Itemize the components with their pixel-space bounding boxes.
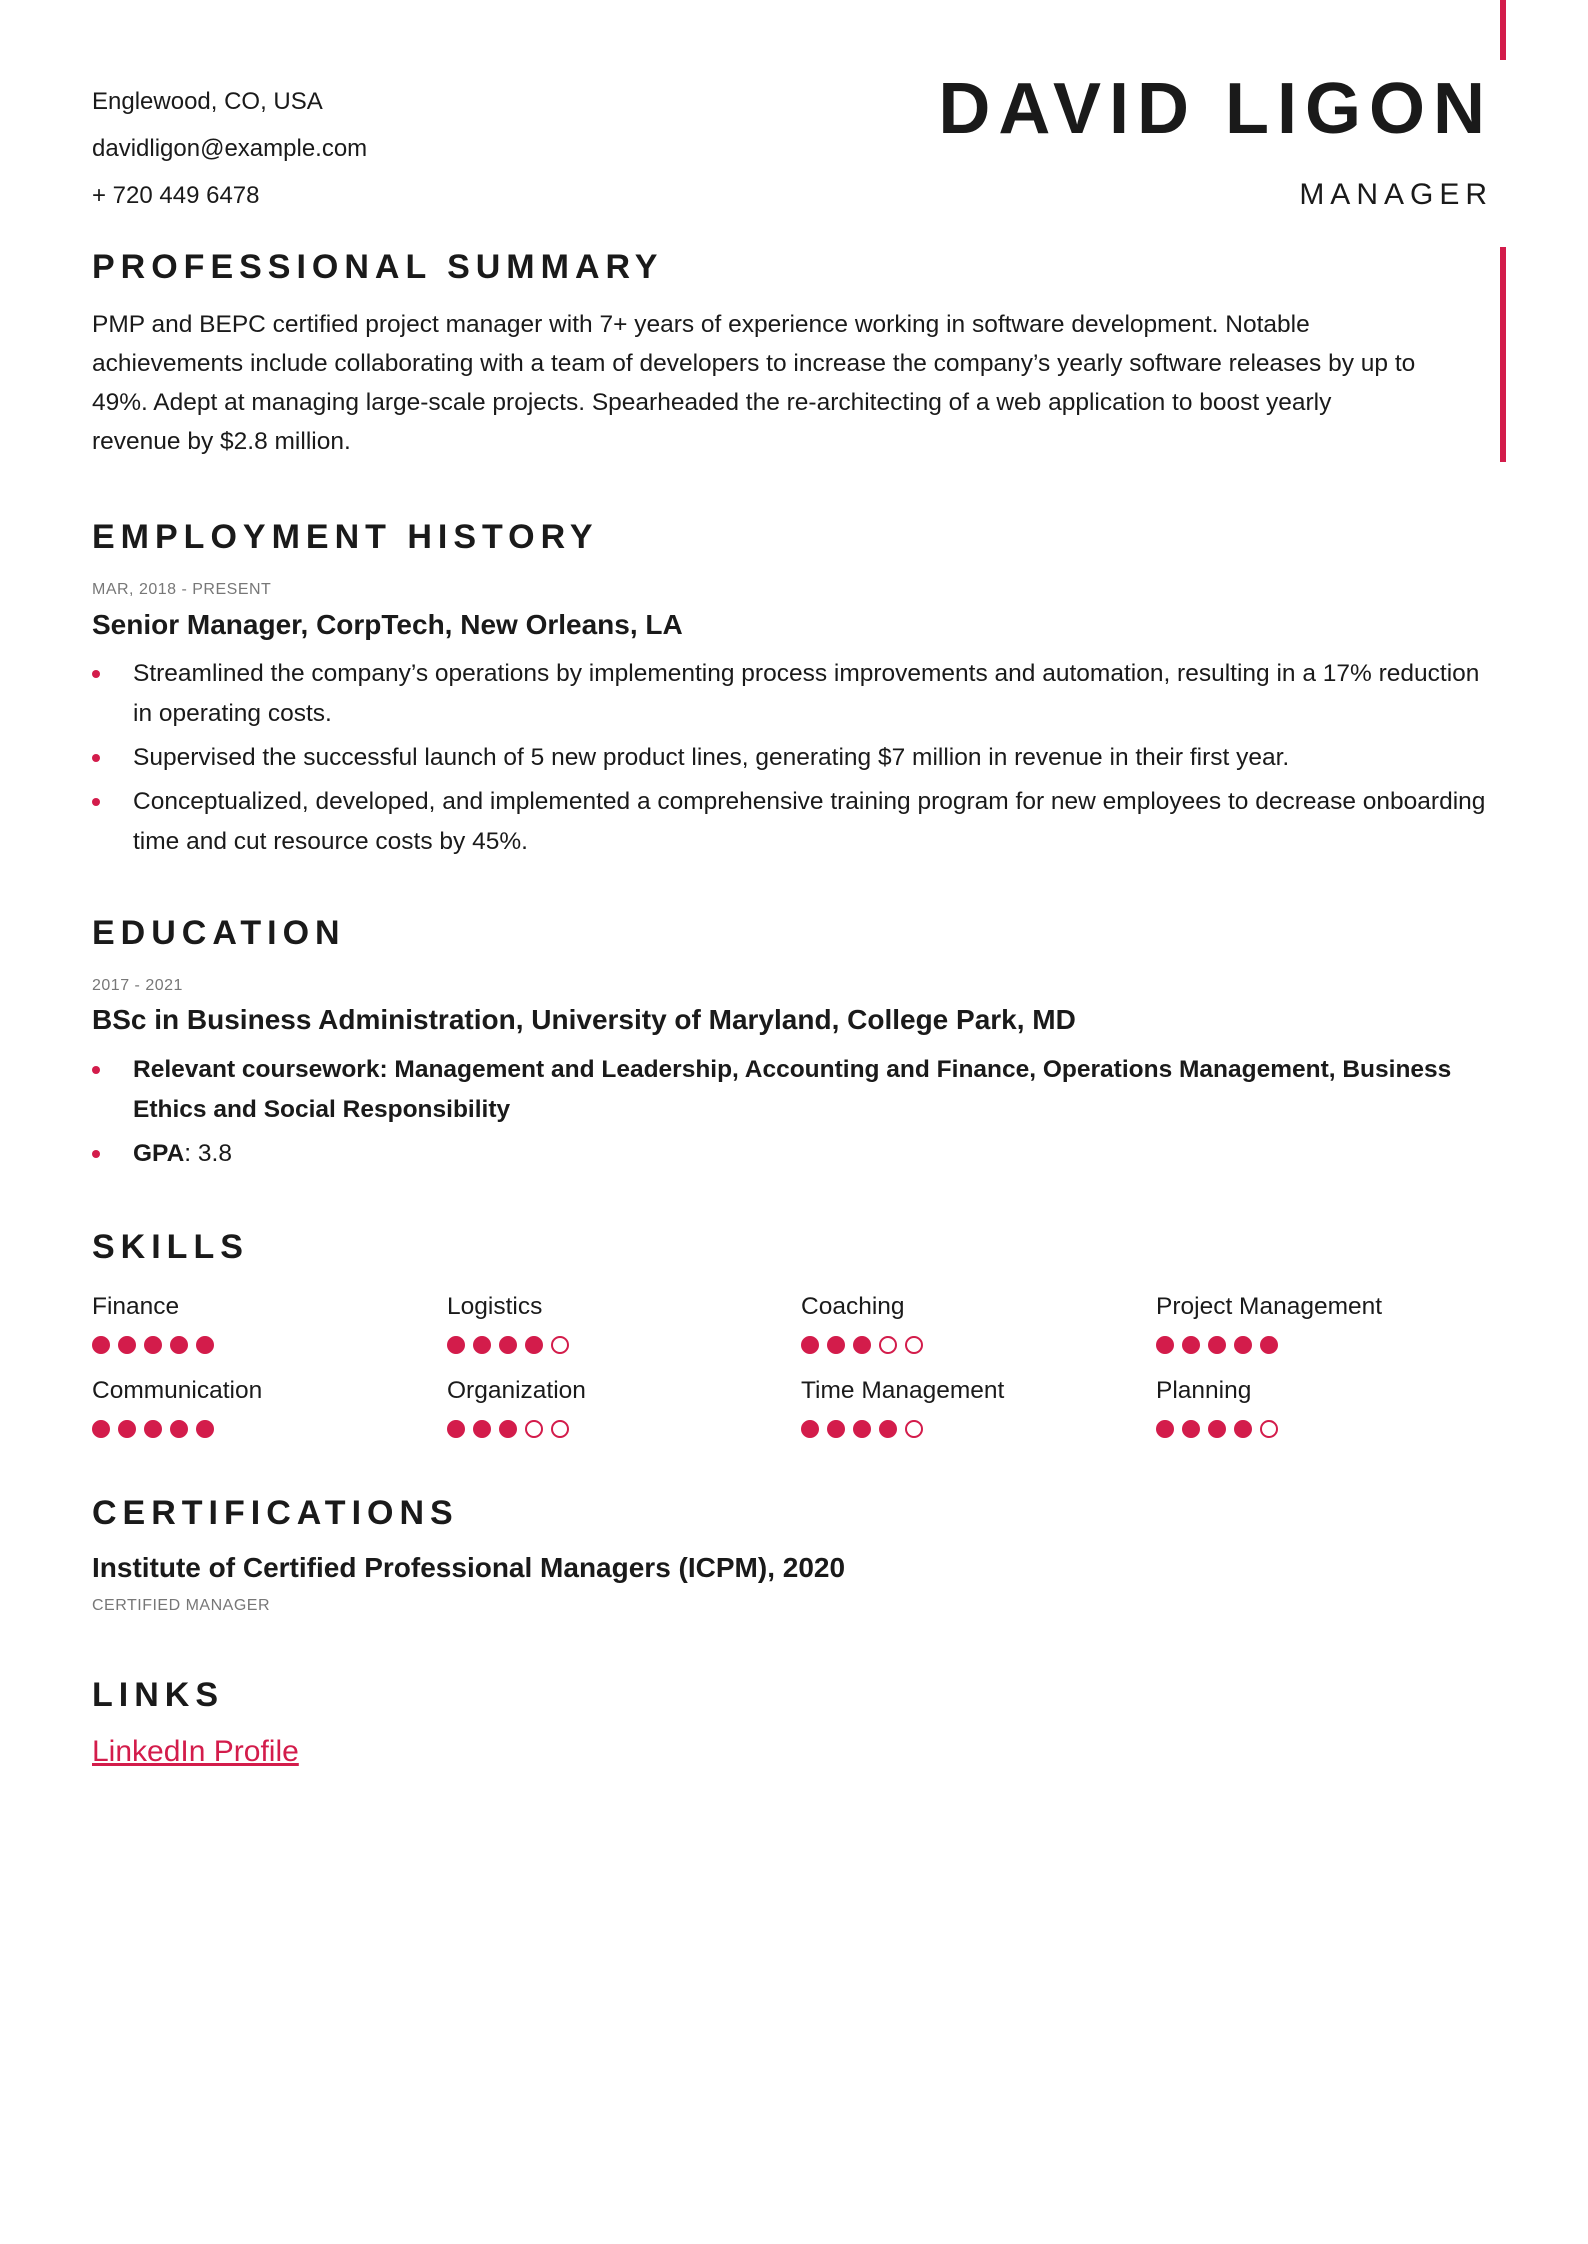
rating-dot-filled	[118, 1336, 136, 1354]
skill-item	[92, 1376, 422, 1440]
education-degree: BSc in Business Administration, University of Maryland, College Park, MD	[92, 1004, 1076, 1035]
list-item	[92, 654, 1492, 734]
coursework-text: Relevant coursework: Management and Leadership, Accounting and Finance, Operations Management, Business Ethics and Social Responsibility	[133, 1056, 1452, 1123]
education-date: 2017 - 2021	[92, 977, 183, 994]
employment-role: Senior Manager, CorpTech, New Orleans, LA	[92, 609, 683, 640]
bullet-dot	[92, 1066, 100, 1074]
rating-dot-filled	[447, 1336, 465, 1354]
skill-rating	[92, 1420, 422, 1440]
bullet-dot	[92, 670, 100, 678]
education-heading: EDUCATION	[92, 914, 346, 952]
rating-dot-empty	[1260, 1420, 1278, 1438]
certification-name: Institute of Certified Professional Managers (ICPM), 2020	[92, 1552, 846, 1583]
rating-dot-filled	[1208, 1420, 1226, 1438]
location-text: Englewood, CO, USA	[92, 88, 323, 115]
rating-dot-filled	[801, 1420, 819, 1438]
rating-dot-filled	[1234, 1336, 1252, 1354]
skill-item	[1156, 1292, 1486, 1356]
bullet-text: Streamlined the company’s operations by implementing process improvements and automation, resulting in a 17% reduction in operating costs.	[133, 660, 1480, 727]
rating-dot-filled	[170, 1336, 188, 1354]
linkedin-link[interactable]: LinkedIn Profile	[92, 1735, 299, 1768]
rating-dot-filled	[144, 1420, 162, 1438]
rating-dot-empty	[551, 1420, 569, 1438]
rating-dot-filled	[144, 1336, 162, 1354]
rating-dot-empty	[879, 1336, 897, 1354]
skill-name: Logistics	[447, 1293, 543, 1320]
rating-dot-filled	[1234, 1420, 1252, 1438]
rating-dot-filled	[473, 1420, 491, 1438]
rating-dot-filled	[1182, 1420, 1200, 1438]
rating-dot-empty	[525, 1420, 543, 1438]
skill-name: Communication	[92, 1377, 263, 1404]
accent-bar-summary	[1500, 247, 1506, 462]
accent-bar-top	[1500, 0, 1506, 60]
employment-date: MAR, 2018 - PRESENT	[92, 581, 272, 598]
skills-heading: SKILLS	[92, 1228, 249, 1266]
skill-rating	[801, 1420, 1131, 1440]
gpa-value: : 3.8	[184, 1140, 232, 1167]
rating-dot-filled	[196, 1336, 214, 1354]
contact-info	[92, 78, 367, 219]
rating-dot-filled	[499, 1420, 517, 1438]
list-item	[92, 782, 1492, 862]
summary-text: PMP and BEPC certified project manager with 7+ years of experience working in software development. Notable achievements include collaborating with a team of developers to increase the company’s yearly software releases by up to 49%. Adept at managing large-scale projects. Spearheaded the re-architecting of a web application to boost yearly revenue by $2.8 million.	[92, 311, 1416, 455]
bullet-dot	[92, 1150, 100, 1158]
rating-dot-filled	[1260, 1336, 1278, 1354]
list-item	[92, 1050, 1492, 1130]
summary-heading: PROFESSIONAL SUMMARY	[92, 248, 664, 286]
rating-dot-filled	[170, 1420, 188, 1438]
skill-item	[801, 1376, 1131, 1440]
rating-dot-filled	[827, 1420, 845, 1438]
skill-rating	[92, 1336, 422, 1356]
skill-rating	[1156, 1336, 1486, 1356]
skill-name: Coaching	[801, 1293, 905, 1320]
rating-dot-filled	[92, 1336, 110, 1354]
certifications-heading: CERTIFICATIONS	[92, 1494, 459, 1532]
skill-name: Project Management	[1156, 1293, 1383, 1320]
rating-dot-filled	[92, 1420, 110, 1438]
certification-subtitle: CERTIFIED MANAGER	[92, 1597, 270, 1614]
skill-rating	[447, 1420, 777, 1440]
skill-rating	[447, 1336, 777, 1356]
rating-dot-filled	[853, 1420, 871, 1438]
bullet-dot	[92, 754, 100, 762]
education-bullets	[92, 1050, 1492, 1178]
skill-item	[1156, 1376, 1486, 1440]
rating-dot-filled	[118, 1420, 136, 1438]
skill-rating	[1156, 1420, 1486, 1440]
bullet-dot	[92, 798, 100, 806]
skill-item	[801, 1292, 1131, 1356]
skill-name: Time Management	[801, 1377, 1005, 1404]
bullet-text: Conceptualized, developed, and implemented a comprehensive training program for new employees to decrease onboarding time and cut resource costs by 45%.	[133, 788, 1486, 855]
rating-dot-filled	[879, 1420, 897, 1438]
employment-bullets	[92, 654, 1492, 866]
rating-dot-filled	[196, 1420, 214, 1438]
phone-text: + 720 449 6478	[92, 182, 260, 209]
rating-dot-filled	[827, 1336, 845, 1354]
skill-name: Planning	[1156, 1377, 1252, 1404]
skill-item	[447, 1376, 777, 1440]
rating-dot-empty	[905, 1420, 923, 1438]
links-heading: LINKS	[92, 1676, 224, 1714]
rating-dot-empty	[551, 1336, 569, 1354]
skill-name: Organization	[447, 1377, 586, 1404]
skill-item	[92, 1292, 422, 1356]
rating-dot-filled	[1208, 1336, 1226, 1354]
rating-dot-filled	[447, 1420, 465, 1438]
bullet-text: Supervised the successful launch of 5 new product lines, generating $7 million in revenue in their first year.	[133, 744, 1290, 771]
skill-rating	[801, 1336, 1131, 1356]
gpa-label: GPA	[133, 1140, 185, 1167]
rating-dot-empty	[905, 1336, 923, 1354]
candidate-name: DAVID LIGON	[938, 69, 1493, 149]
rating-dot-filled	[853, 1336, 871, 1354]
skill-name: Finance	[92, 1293, 180, 1320]
rating-dot-filled	[1156, 1336, 1174, 1354]
list-item	[92, 1134, 1492, 1174]
rating-dot-filled	[525, 1336, 543, 1354]
candidate-job-title: MANAGER	[1299, 178, 1493, 211]
rating-dot-filled	[801, 1336, 819, 1354]
rating-dot-filled	[499, 1336, 517, 1354]
rating-dot-filled	[1156, 1420, 1174, 1438]
employment-heading: EMPLOYMENT HISTORY	[92, 518, 599, 556]
list-item	[92, 738, 1492, 778]
skill-item	[447, 1292, 777, 1356]
rating-dot-filled	[473, 1336, 491, 1354]
rating-dot-filled	[1182, 1336, 1200, 1354]
email-text: davidligon@example.com	[92, 135, 368, 162]
